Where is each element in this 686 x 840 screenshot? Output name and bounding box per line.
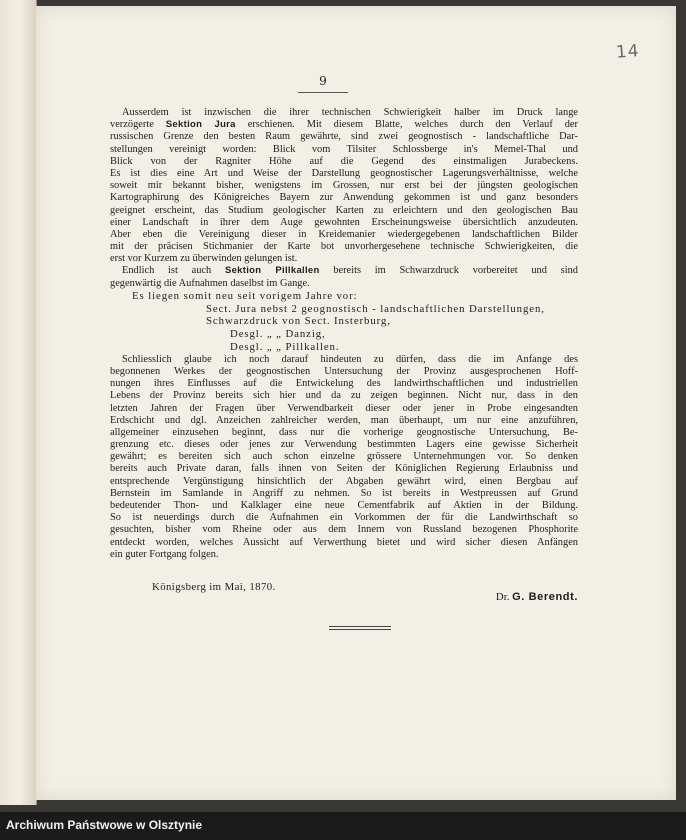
text-line: Aber eben die Vereinigung dieser in Kreidemanier wiedergegebenen landschaftlichen Bilder bbox=[110, 228, 578, 240]
list-item: Desgl. „ „ Pillkallen. bbox=[230, 341, 340, 353]
document-page bbox=[36, 6, 676, 800]
text-line: nungen ihres Einflusses auf die Entwickelung des landwirthschaftlichen und industriellen bbox=[110, 378, 578, 390]
page-number-rule bbox=[298, 92, 348, 93]
list-item: Desgl. „ „ Danzig, bbox=[230, 328, 326, 341]
list-item: Schwarzdruck von Sect. Insterburg, bbox=[206, 315, 391, 328]
text-line: grenzung etc. dieses oder jenes zur Verwendung bestimmten Lagers eine gewisse Sicherheit bbox=[110, 439, 578, 451]
text-line: ein guter Fortgang folgen. bbox=[110, 548, 219, 560]
text-line: entdeckt worden, welches Aussicht auf Verwerthung bietet und wird sicher diesen Anfängen bbox=[110, 536, 578, 548]
text-line: geeignet erscheint, das Studium geologischer Karten zu erleichtern und den geologischen Bau bbox=[110, 204, 578, 216]
end-rule bbox=[329, 629, 391, 630]
text-line: gegenwärtig die Aufnahmen daselbst im Gange. bbox=[110, 277, 310, 289]
section-name: Sektion Pillkallen bbox=[224, 265, 320, 277]
list-intro: Es liegen somit neu seit vorigem Jahre vor: bbox=[132, 289, 358, 302]
text-line: gesuchten, bisher vom Rheine oder aus dem Innern von Russland bezogenen Phosphorite bbox=[110, 524, 578, 536]
signature-prefix: Dr. bbox=[495, 591, 510, 603]
text-line: bedeutender Thon- und Kalklager eine neue Cementfabrik auf Aktien in der Bildung. bbox=[110, 500, 578, 512]
text-line: Kartographirung des Königreiches Bayern zur Anwendung gekommen ist und ganz besonders bbox=[110, 192, 578, 204]
text-line: allgemeiner einzusehen beginnt, dass nur die vorherige geognostische Untersuchung, Be- bbox=[110, 426, 578, 438]
body-text bbox=[110, 107, 578, 561]
text-line: russischen Grenze den besten Raum gewährte, sind zwei geognostisch - landschaftliche Dar- bbox=[110, 131, 578, 143]
archive-footer bbox=[0, 812, 686, 840]
paragraph-3 bbox=[110, 354, 578, 561]
text-line: soweit mir bekannt bisher, wenigstens im Grossen, nur erst bei der jüngsten geologischen bbox=[110, 180, 578, 192]
closing-block bbox=[110, 581, 578, 603]
text-line: einer Landschaft in ihrer dem Auge gewohnten Erscheinungsweise übersichtlich anzudeuten. bbox=[110, 216, 578, 228]
text-line: Es ist dies eine Art und Weise der Darstellung geognostischer Lagerungsverhältnisse, welche bbox=[110, 167, 578, 179]
text-line: Endlich ist auch Sektion Pillkallen bereits im Schwarzdruck vorbereitet und sind bbox=[122, 265, 578, 277]
text-line: begonnenen Werkes der geognostischen Untersuchung der Provinz ausgesprochenen Hoff- bbox=[110, 365, 578, 377]
end-rule bbox=[329, 626, 391, 627]
text-line: Bernstein im Samlande in Angriff zu nehmen. So ist bereits in Westpreussen auf Grund bbox=[110, 487, 578, 499]
handwritten-folio-number: 14 bbox=[615, 41, 641, 63]
paragraph-1 bbox=[110, 107, 578, 265]
text-line: bereits auch Private daran, falls ihnen von Seiten der Königlichen Regierung Erlaubniss und bbox=[110, 463, 578, 475]
place-date: Königsberg im Mai, 1870. bbox=[152, 581, 276, 593]
page-number: 9 bbox=[319, 74, 327, 88]
text-line: verzögerte Sektion Jura erschienen. Mit diesem Blatte, welches durch den Verlauf der bbox=[110, 119, 578, 131]
text-line: erst vor Kurzem zu überwinden gelungen ist. bbox=[110, 253, 298, 265]
text-line: So ist neuerdings durch die Aufnahmen ein Vorkommen der für die Landwirthschaft so bbox=[110, 512, 578, 524]
list-item: Sect. Jura nebst 2 geognostisch - landschaftlichen Darstellungen, bbox=[206, 302, 545, 315]
text-line: entsprechende Vergünstigung hinsichtlich der Abgaben gewährt wird, einen Bergbau auf bbox=[110, 475, 578, 487]
facing-page-edge bbox=[0, 0, 37, 805]
text-line: Schliesslich glaube ich noch darauf hindeuten zu dürfen, dass die im Anfange des bbox=[122, 353, 578, 365]
text-line: Ausserdem ist inzwischen die ihrer technischen Schwierigkeit halber im Druck lange bbox=[122, 107, 578, 118]
text-line: Erdschicht und dgl. Anzeichen zahlreicher werden, man überhaupt, um nur eine anzuführen, bbox=[110, 414, 578, 426]
text-line: letzten Jahren der Fragen über Verwendbarkeit dieser oder jener in Probe eingesandten bbox=[110, 402, 578, 414]
archive-watermark: Archiwum Państwowe w Olsztynie bbox=[6, 818, 203, 832]
text-line: stellungen vereinigt worden: Blick vom Tilsiter Schlossberge in's Memel-Thal und bbox=[110, 143, 578, 155]
signature bbox=[496, 591, 578, 603]
text-line: mit der präcisen Stichmanier der Karte bot unvorhergesehene technische Schwierigkeiten, die bbox=[110, 241, 578, 253]
text-line: Blick von der Ragniter Höhe auf die Gegend des einstmaligen Jurabeckens. bbox=[110, 155, 578, 167]
signature-name: G. Berendt. bbox=[512, 591, 578, 603]
text-line: Lebens der Provinz bereits sich hier und da zu zeigen beginnen. Nicht nur, dass in den bbox=[110, 390, 578, 402]
text-line: gewährt; es bereiten sich auch schon einzelne grössere Unternehmungen vor. So denken bbox=[110, 451, 578, 463]
paragraph-2 bbox=[110, 265, 578, 289]
section-name: Sektion Jura bbox=[165, 119, 236, 131]
